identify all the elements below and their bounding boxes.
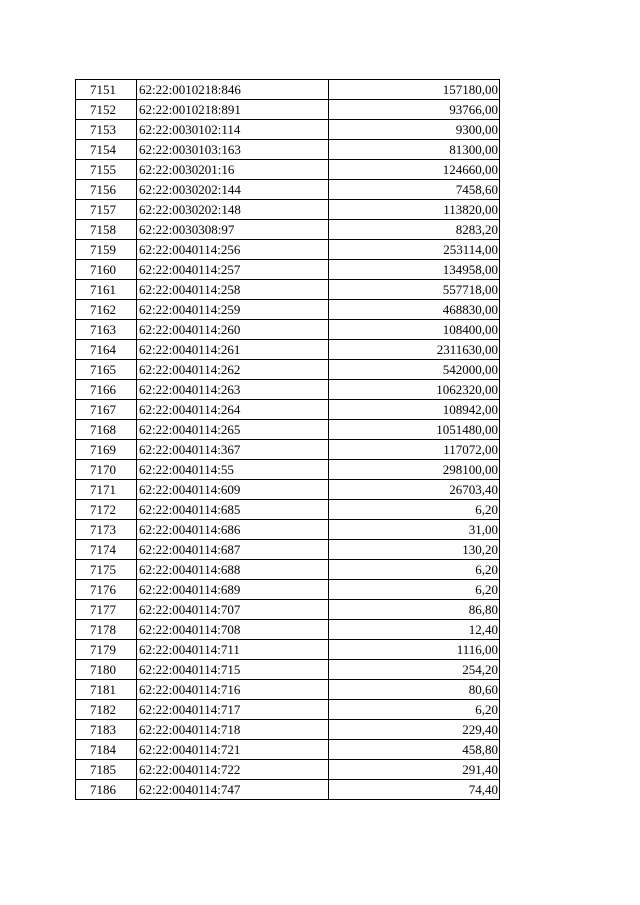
table-row xyxy=(76,360,500,380)
value-cell: 229,40 xyxy=(329,720,500,740)
table-row xyxy=(76,120,500,140)
row-number-cell: 7173 xyxy=(76,520,137,540)
value-cell: 458,80 xyxy=(329,740,500,760)
value-cell: 7458,60 xyxy=(329,180,500,200)
cadastral-number-cell: 62:22:0040114:688 xyxy=(137,560,329,580)
cadastral-number-cell: 62:22:0040114:722 xyxy=(137,760,329,780)
row-number-cell: 7161 xyxy=(76,280,137,300)
value-cell: 86,80 xyxy=(329,600,500,620)
table-row xyxy=(76,260,500,280)
value-cell: 468830,00 xyxy=(329,300,500,320)
value-cell: 253114,00 xyxy=(329,240,500,260)
row-number-cell: 7160 xyxy=(76,260,137,280)
cadastral-number-cell: 62:22:0040114:718 xyxy=(137,720,329,740)
cadastral-number-cell: 62:22:0040114:708 xyxy=(137,620,329,640)
cadastral-number-cell: 62:22:0040114:707 xyxy=(137,600,329,620)
table-row xyxy=(76,440,500,460)
table-row xyxy=(76,400,500,420)
row-number-cell: 7165 xyxy=(76,360,137,380)
table-row xyxy=(76,500,500,520)
cadastral-number-cell: 62:22:0030102:114 xyxy=(137,120,329,140)
row-number-cell: 7158 xyxy=(76,220,137,240)
value-cell: 113820,00 xyxy=(329,200,500,220)
row-number-cell: 7155 xyxy=(76,160,137,180)
cadastral-number-cell: 62:22:0040114:258 xyxy=(137,280,329,300)
row-number-cell: 7174 xyxy=(76,540,137,560)
row-number-cell: 7179 xyxy=(76,640,137,660)
table-row xyxy=(76,140,500,160)
value-cell: 542000,00 xyxy=(329,360,500,380)
table-row xyxy=(76,340,500,360)
row-number-cell: 7186 xyxy=(76,780,137,800)
value-cell: 117072,00 xyxy=(329,440,500,460)
value-cell: 9300,00 xyxy=(329,120,500,140)
value-cell: 157180,00 xyxy=(329,80,500,100)
value-cell: 6,20 xyxy=(329,560,500,580)
value-cell: 298100,00 xyxy=(329,460,500,480)
row-number-cell: 7171 xyxy=(76,480,137,500)
cadastral-number-cell: 62:22:0040114:256 xyxy=(137,240,329,260)
row-number-cell: 7183 xyxy=(76,720,137,740)
row-number-cell: 7166 xyxy=(76,380,137,400)
table-row xyxy=(76,240,500,260)
table-row xyxy=(76,720,500,740)
row-number-cell: 7181 xyxy=(76,680,137,700)
row-number-cell: 7169 xyxy=(76,440,137,460)
table-row xyxy=(76,380,500,400)
cadastral-number-cell: 62:22:0040114:264 xyxy=(137,400,329,420)
cadastral-number-cell: 62:22:0030308:97 xyxy=(137,220,329,240)
row-number-cell: 7175 xyxy=(76,560,137,580)
table-row xyxy=(76,580,500,600)
table-row xyxy=(76,660,500,680)
table-row xyxy=(76,180,500,200)
row-number-cell: 7182 xyxy=(76,700,137,720)
cadastral-number-cell: 62:22:0040114:711 xyxy=(137,640,329,660)
table-row xyxy=(76,320,500,340)
cadastral-number-cell: 62:22:0040114:721 xyxy=(137,740,329,760)
cadastral-number-cell: 62:22:0040114:609 xyxy=(137,480,329,500)
row-number-cell: 7177 xyxy=(76,600,137,620)
row-number-cell: 7159 xyxy=(76,240,137,260)
table-row xyxy=(76,160,500,180)
row-number-cell: 7168 xyxy=(76,420,137,440)
row-number-cell: 7154 xyxy=(76,140,137,160)
cadastral-number-cell: 62:22:0040114:265 xyxy=(137,420,329,440)
value-cell: 6,20 xyxy=(329,580,500,600)
table-row xyxy=(76,740,500,760)
value-cell: 557718,00 xyxy=(329,280,500,300)
row-number-cell: 7184 xyxy=(76,740,137,760)
table-row xyxy=(76,280,500,300)
row-number-cell: 7170 xyxy=(76,460,137,480)
table-row xyxy=(76,200,500,220)
table-row xyxy=(76,680,500,700)
cadastral-number-cell: 62:22:0040114:717 xyxy=(137,700,329,720)
row-number-cell: 7167 xyxy=(76,400,137,420)
value-cell: 8283,20 xyxy=(329,220,500,240)
cadastral-number-cell: 62:22:0040114:685 xyxy=(137,500,329,520)
row-number-cell: 7176 xyxy=(76,580,137,600)
table-row xyxy=(76,220,500,240)
value-cell: 1116,00 xyxy=(329,640,500,660)
value-cell: 81300,00 xyxy=(329,140,500,160)
table-row xyxy=(76,700,500,720)
table-row xyxy=(76,80,500,100)
table-row xyxy=(76,640,500,660)
cadastral-number-cell: 62:22:0040114:367 xyxy=(137,440,329,460)
table-row xyxy=(76,560,500,580)
row-number-cell: 7157 xyxy=(76,200,137,220)
value-cell: 1051480,00 xyxy=(329,420,500,440)
row-number-cell: 7185 xyxy=(76,760,137,780)
cadastral-number-cell: 62:22:0010218:891 xyxy=(137,100,329,120)
table-row xyxy=(76,460,500,480)
value-cell: 1062320,00 xyxy=(329,380,500,400)
row-number-cell: 7151 xyxy=(76,80,137,100)
table-row xyxy=(76,760,500,780)
value-cell: 2311630,00 xyxy=(329,340,500,360)
value-cell: 108942,00 xyxy=(329,400,500,420)
row-number-cell: 7153 xyxy=(76,120,137,140)
cadastral-number-cell: 62:22:0040114:687 xyxy=(137,540,329,560)
cadastral-number-cell: 62:22:0040114:686 xyxy=(137,520,329,540)
value-cell: 291,40 xyxy=(329,760,500,780)
cadastral-number-cell: 62:22:0040114:260 xyxy=(137,320,329,340)
cadastral-number-cell: 62:22:0030202:144 xyxy=(137,180,329,200)
row-number-cell: 7178 xyxy=(76,620,137,640)
table-row xyxy=(76,300,500,320)
table-row xyxy=(76,420,500,440)
cadastral-number-cell: 62:22:0040114:263 xyxy=(137,380,329,400)
value-cell: 74,40 xyxy=(329,780,500,800)
cadastral-number-cell: 62:22:0040114:747 xyxy=(137,780,329,800)
value-cell: 80,60 xyxy=(329,680,500,700)
cadastral-number-cell: 62:22:0040114:715 xyxy=(137,660,329,680)
table-row xyxy=(76,620,500,640)
cadastral-number-cell: 62:22:0030202:148 xyxy=(137,200,329,220)
cadastral-number-cell: 62:22:0040114:55 xyxy=(137,460,329,480)
value-cell: 108400,00 xyxy=(329,320,500,340)
table-row xyxy=(76,600,500,620)
cadastral-number-cell: 62:22:0040114:689 xyxy=(137,580,329,600)
value-cell: 6,20 xyxy=(329,700,500,720)
row-number-cell: 7164 xyxy=(76,340,137,360)
table-body xyxy=(76,80,500,800)
value-cell: 254,20 xyxy=(329,660,500,680)
value-cell: 26703,40 xyxy=(329,480,500,500)
value-cell: 6,20 xyxy=(329,500,500,520)
row-number-cell: 7156 xyxy=(76,180,137,200)
value-cell: 31,00 xyxy=(329,520,500,540)
cadastral-number-cell: 62:22:0040114:261 xyxy=(137,340,329,360)
cadastral-number-cell: 62:22:0040114:262 xyxy=(137,360,329,380)
row-number-cell: 7152 xyxy=(76,100,137,120)
value-cell: 124660,00 xyxy=(329,160,500,180)
value-cell: 93766,00 xyxy=(329,100,500,120)
row-number-cell: 7180 xyxy=(76,660,137,680)
table-row xyxy=(76,520,500,540)
table-row xyxy=(76,540,500,560)
table-row xyxy=(76,100,500,120)
value-cell: 12,40 xyxy=(329,620,500,640)
cadastral-value-table xyxy=(75,79,500,800)
cadastral-number-cell: 62:22:0010218:846 xyxy=(137,80,329,100)
cadastral-number-cell: 62:22:0040114:716 xyxy=(137,680,329,700)
row-number-cell: 7162 xyxy=(76,300,137,320)
cadastral-number-cell: 62:22:0040114:259 xyxy=(137,300,329,320)
cadastral-number-cell: 62:22:0030103:163 xyxy=(137,140,329,160)
value-cell: 134958,00 xyxy=(329,260,500,280)
table-row xyxy=(76,780,500,800)
table-row xyxy=(76,480,500,500)
cadastral-number-cell: 62:22:0040114:257 xyxy=(137,260,329,280)
row-number-cell: 7172 xyxy=(76,500,137,520)
value-cell: 130,20 xyxy=(329,540,500,560)
cadastral-number-cell: 62:22:0030201:16 xyxy=(137,160,329,180)
row-number-cell: 7163 xyxy=(76,320,137,340)
